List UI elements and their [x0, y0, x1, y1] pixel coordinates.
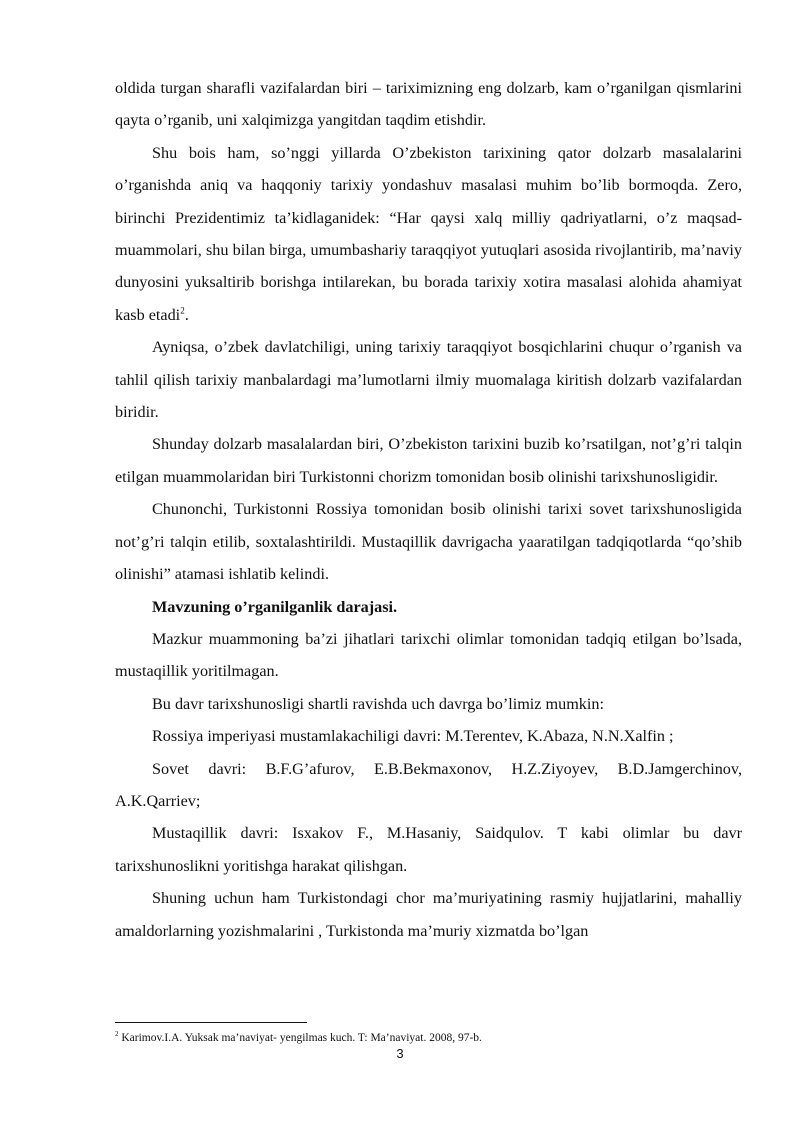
paragraph-7: Bu davr tarixshunosligi shartli ravishda uch davrga bo’limiz mumkin:: [152, 694, 604, 713]
paragraph-1: oldida turgan sharafli vazifalardan biri – tariximizning eng dolzarb, kam o’rganilgan qismlarini qayta o’rganib, uni xalqimizga yangitdan taqdim etishdir.: [115, 79, 742, 130]
paragraph-2: [115, 137, 742, 331]
paragraph-10: Mustaqillik davri: Isxakov F., M.Hasaniy, Saidqulov. T kabi olimlar bu davr tarixshunoslikni yoritishga harakat qilishgan.: [115, 824, 742, 875]
footnote-reference[interactable]: 2: [180, 305, 185, 316]
footnote-marker: 2: [115, 1030, 119, 1039]
paragraph-11: Shuning uchun ham Turkistondagi chor ma’muriyatining rasmiy hujjatlarini, mahalliy amaldorlarning yozishmalarini , Turkistonda ma’muriy xizmatda bo’lgan: [115, 889, 742, 940]
footnote-separator: [115, 1022, 307, 1023]
paragraph-5: Chunonchi, Turkistonni Rossiya tomonidan bosib olinishi tarixi sovet tarixshunosligida not’g’ri talqin etilib, soxtalashtirildi. Mustaqillik davrigacha yaaratilgan tadqiqotlarda “qo’shib olinishi” atamasi ishlatib kelindi.: [115, 500, 742, 584]
paragraph-6: Mazkur muammoning ba’zi jihatlari tarixchi olimlar tomonidan tadqiq etilgan bo’lsada, mustaqillik yoritilmagan.: [115, 629, 742, 681]
paragraph-2-text: Shu bois ham, so’nggi yillarda O’zbekiston tarixining qator dolzarb masalalarini o’rganishda aniq va haqqoniy tarixiy yondashuv masalasi muhim bo’lib bormoqda. Zero, birinchi Prezidentimiz ta’kidlaganidek: “Har qaysi xalq milliy qadriyatlarni, o’z maqsad-muammolari, shu bilan birga, umumbashariy taraqqiyot yutuqlari asosida rivojlantirib, ma’naviy dunyosini yuksaltirib borishga intilarekan, bu borada tarixiy xotira masalasi alohida ahamiyat kasb etadi: [115, 143, 742, 324]
paragraph-4: Shunday dolzarb masalalardan biri, O’zbekiston tarixini buzib ko’rsatilgan, not’g’ri talqin etilgan muammolaridan biri Turkistonni chorizm tomonidan bosib olinishi tarixshunosligidir.: [115, 435, 742, 486]
paragraph-2-end: .: [184, 305, 189, 324]
footnote-text: Karimov.I.A. Yuksak ma’naviyat- yengilmas kuch. T: Ma’naviyat. 2008, 97-b.: [118, 1032, 482, 1044]
section-heading: Mavzuning o’rganilganlik darajasi.: [152, 597, 398, 616]
footnote: [115, 1030, 742, 1046]
paragraph-3: Ayniqsa, o’zbek davlatchiligi, uning tarixiy taraqqiyot bosqichlarini chuqur o’rganish va tahlil qilish tarixiy manbalardagi ma’lumotlarni ilmiy muomalaga kiritish dolzarb vazifalardan biridir.: [115, 338, 742, 422]
paragraph-9: Sovet davri: B.F.G’afurov, E.B.Bekmaxonov, H.Z.Ziyoyev, B.D.Jamgerchinov, A.K.Qarriev;: [115, 759, 742, 810]
body-text: [115, 72, 742, 947]
page-number: 3: [396, 1046, 404, 1061]
paragraph-8: Rossiya imperiyasi mustamlakachiligi davri: M.Terentev, K.Abaza, N.N.Xalfin ;: [152, 727, 674, 746]
